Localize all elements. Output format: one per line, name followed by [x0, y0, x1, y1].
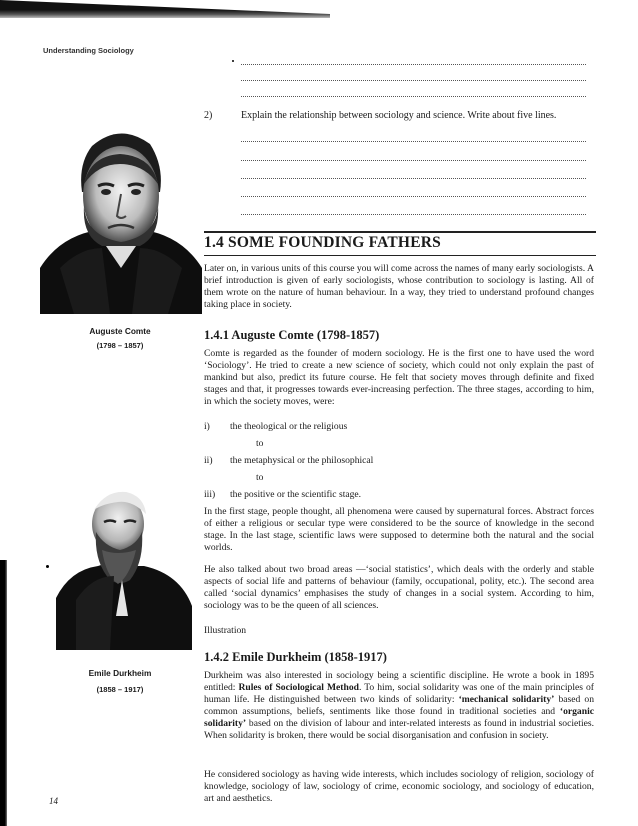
stage-connector: to: [256, 472, 264, 483]
section-rule-top: [204, 231, 596, 233]
page-number: 14: [49, 796, 58, 806]
durkheim-caption-name: Emile Durkheim: [88, 668, 152, 678]
running-head: Understanding Sociology: [43, 46, 134, 55]
stage-2-number: ii): [204, 455, 213, 466]
comte-para-1: Comte is regarded as the founder of modern sociology. He is the first one to have used the word ‘Sociology’. He tried to create a new science of society, which could not only explain the past of mankind but also, predict its future course. He felt that society moves through definite and fixed stages and that, it progresses towards ever-increasing perfection. The three stages, according to him, in which the society moves, were:: [204, 348, 594, 407]
durkheim-para-1-text-b: . To him, social solidarity was one of the main principles of human life. He distinguished between two kinds of solidarity:: [204, 681, 594, 705]
stage-2-text: the metaphysical or the philosophical: [230, 455, 374, 466]
comte-heading: 1.4.1 Auguste Comte (1798-1857): [204, 328, 380, 342]
comte-portrait: [40, 118, 202, 314]
durkheim-book-title: Rules of Sociological Method: [238, 681, 359, 693]
organic-solidarity-term: ‘organic solidarity’: [204, 705, 594, 729]
page-top-rule: [200, 15, 330, 16]
answer-line: [241, 141, 586, 142]
binding-shadow: [0, 560, 7, 826]
answer-line: [241, 214, 586, 215]
answer-line: [241, 96, 586, 97]
question-text: Explain the relationship between sociology and science. Write about five lines.: [241, 110, 557, 121]
answer-line: [241, 196, 586, 197]
comte-para-2: In the first stage, people thought, all phenomena were caused by supernatural forces. Abstract forces of either a religious or secular type were considered to be the source of knowledge in the second stage. In the last stage, scientific laws were supposed to determine both the natural and the social worlds.: [204, 506, 594, 553]
durkheim-para-2: He considered sociology as having wide interests, which includes sociology of religion, sociology of knowledge, sociology of law, sociology of crime, economic sociology, and sociology of education, art and aesthetics.: [204, 769, 594, 804]
comte-caption-name: Auguste Comte: [89, 326, 151, 336]
durkheim-heading: 1.4.2 Emile Durkheim (1858-1917): [204, 650, 387, 664]
section-rule-bottom: [204, 255, 596, 256]
answer-line: [241, 80, 586, 81]
section-title: 1.4 SOME FOUNDING FATHERS: [204, 234, 441, 251]
question-number: 2): [204, 110, 213, 121]
comte-caption-years: (1798 – 1857): [96, 341, 144, 350]
stage-3-number: iii): [204, 489, 216, 500]
margin-dot: [46, 565, 49, 568]
durkheim-para-1: [204, 670, 594, 741]
mechanical-solidarity-term: ‘mechanical solidarity’: [458, 693, 555, 705]
stage-3-text: the positive or the scientific stage.: [230, 489, 362, 500]
stage-1-number: i): [204, 421, 210, 432]
answer-line: [241, 178, 586, 179]
durkheim-portrait: [56, 480, 192, 650]
durkheim-caption-years: (1858 – 1917): [96, 685, 144, 694]
durkheim-para-1-text-c: based on common assumptions, beliefs, sentiments like those found in traditional societies and: [204, 693, 594, 717]
durkheim-para-1-text-d: based on the division of labour and inter-related interests as found in industrial societies. When solidarity is broken, there would be social disorganisation and confusion in society.: [204, 717, 594, 741]
margin-dot: [232, 60, 234, 62]
durkheim-para-1-text-a: Durkheim was also interested in sociology being a scientific discipline. He wrote a book in 1895 entitled:: [204, 670, 594, 693]
answer-line: [241, 160, 586, 161]
illustration-label: Illustration: [204, 625, 247, 636]
stage-connector: to: [256, 438, 264, 449]
section-intro: Later on, in various units of this course you will come across the names of many early sociologists. A brief introduction is given of early sociologists, whose contribution to sociology is lasting. All of them wrote on the nature of human behaviour. In a way, they tried to understand profound changes taking place in society.: [204, 263, 594, 310]
comte-para-3: He also talked about two broad areas —‘social statistics’, which deals with the orderly and stable aspects of social life and patterns of behaviour (family, occupational, polity, etc.). The second area called ‘social dynamics’ emphasises the study of changes in a social system. According to him, sociology was to be the queen of all sciences.: [204, 564, 594, 611]
answer-line: [241, 64, 586, 65]
stage-1-text: the theological or the religious: [230, 421, 348, 432]
